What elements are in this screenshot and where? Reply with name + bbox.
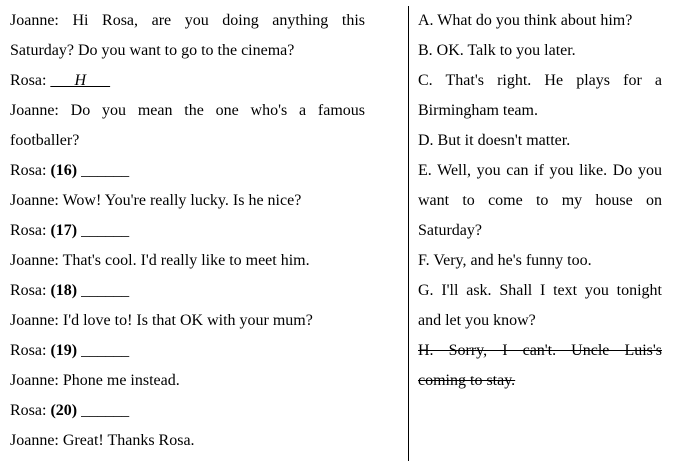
option-g: G. I'll ask. Shall I text you tonight	[418, 282, 662, 299]
option-c: C. That's right. He plays for a	[418, 72, 662, 89]
option-h-continued: coming to stay.	[418, 372, 516, 389]
speaker: Rosa:	[10, 342, 47, 359]
option-f: F. Very, and he's funny too.	[418, 252, 592, 269]
question-number: (16)	[50, 162, 78, 179]
answer-line-20	[10, 396, 365, 426]
question-number: (18)	[50, 282, 78, 299]
option-g-continued: and let you know?	[418, 312, 536, 329]
speaker: Rosa:	[10, 72, 47, 89]
answer-line-18	[10, 276, 365, 306]
answer-blank[interactable]: ______	[81, 222, 130, 239]
dialogue-column	[10, 6, 365, 456]
dialogue-line: Joanne: Wow! You're really lucky. Is he nice?	[10, 192, 302, 209]
answer-line-16	[10, 156, 365, 186]
column-divider	[408, 6, 409, 461]
answer-blank[interactable]: ______	[81, 402, 130, 419]
example-blank: ___H___	[50, 72, 111, 89]
speaker: Rosa:	[10, 402, 47, 419]
option-a: A. What do you think about him?	[418, 12, 633, 29]
answer-line-17	[10, 216, 365, 246]
dialogue-line: footballer?	[10, 132, 80, 149]
dialogue-line: Joanne: Do you mean the one who's a famous	[10, 102, 365, 119]
speaker: Rosa:	[10, 222, 47, 239]
question-number: (20)	[50, 402, 78, 419]
dialogue-line: Joanne: I'd love to! Is that OK with your mum?	[10, 312, 313, 329]
option-e-continued: Saturday?	[418, 222, 482, 239]
speaker: Rosa:	[10, 162, 47, 179]
option-e-continued: want to come to my house on	[418, 192, 662, 209]
speaker: Rosa:	[10, 282, 47, 299]
dialogue-line: Joanne: Great! Thanks Rosa.	[10, 432, 195, 449]
option-c-continued: Birmingham team.	[418, 102, 538, 119]
dialogue-line: Joanne: Hi Rosa, are you doing anything this	[10, 12, 365, 29]
dialogue-line: Joanne: Phone me instead.	[10, 372, 180, 389]
answer-blank[interactable]: ______	[81, 162, 130, 179]
question-number: (19)	[50, 342, 78, 359]
option-b: B. OK. Talk to you later.	[418, 42, 576, 59]
answer-blank[interactable]: ______	[81, 282, 130, 299]
option-h-used-example: H. Sorry, I can't. Uncle Luis's	[418, 342, 662, 359]
option-e: E. Well, you can if you like. Do you	[418, 162, 662, 179]
answer-line-19	[10, 336, 365, 366]
dialogue-line-example	[10, 66, 365, 96]
option-d: D. But it doesn't matter.	[418, 132, 571, 149]
options-column	[418, 6, 662, 396]
question-number: (17)	[50, 222, 78, 239]
answer-blank[interactable]: ______	[81, 342, 130, 359]
dialogue-line: Joanne: That's cool. I'd really like to meet him.	[10, 252, 310, 269]
dialogue-line: Saturday? Do you want to go to the cinema?	[10, 42, 295, 59]
